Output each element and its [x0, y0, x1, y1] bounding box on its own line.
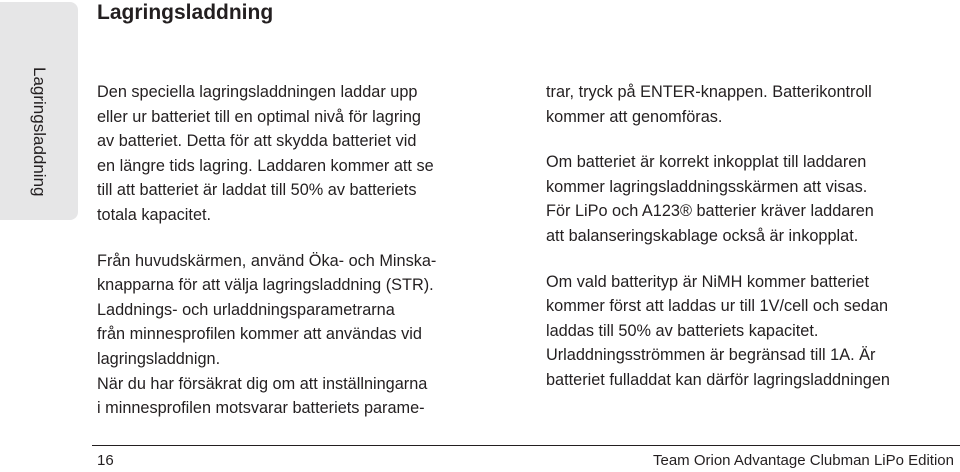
text-line: När du har försäkrat dig om att inställningarna	[97, 374, 428, 393]
footer-divider	[92, 445, 960, 446]
section-side-tab	[0, 2, 78, 220]
text-line: trar, tryck på ENTER-knappen. Batterikontroll	[546, 83, 872, 101]
text-line: Den speciella lagringsladdningen laddar upp	[97, 83, 418, 101]
text-line: kommer att genomföras.	[546, 107, 723, 126]
left-paragraph-1	[97, 80, 512, 228]
page-title: Lagringsladdning	[97, 1, 274, 24]
text-line: i minnesprofilen motsvarar batteriets parame-	[97, 399, 425, 418]
text-line: av batteriet. Detta för att skydda batteriet vid	[97, 132, 417, 151]
text-line: laddas till 50% av batteriets kapacitet.	[546, 321, 819, 340]
text-line: kommer först att laddas ur till 1V/cell och sedan	[546, 297, 889, 316]
left-paragraph-2	[97, 249, 512, 421]
text-line: eller ur batteriet till en optimal nivå för lagring	[97, 107, 421, 126]
page-number: 16	[97, 452, 114, 469]
text-line: knapparna för att välja lagringsladdning (STR).	[97, 276, 434, 295]
text-line: Om vald batterityp är NiMH kommer batteriet	[546, 272, 870, 291]
text-line: lagringsladdnign.	[97, 349, 221, 368]
right-paragraph-2	[546, 150, 960, 248]
text-line: till att batteriet är laddat till 50% av batteriets	[97, 181, 417, 200]
text-line: batteriet fulladdat kan därför lagringsladdningen	[546, 370, 890, 389]
right-paragraph-3	[546, 270, 960, 393]
text-line: Om batteriet är korrekt inkopplat till laddaren	[546, 153, 867, 172]
text-line: Från huvudskärmen, använd Öka- och Minska-	[97, 251, 437, 270]
text-line: För LiPo och A123® batterier kräver laddaren	[546, 202, 874, 221]
left-column	[97, 80, 512, 421]
text-line: en längre tids lagring. Laddaren kommer att se	[97, 156, 434, 175]
text-line: kommer lagringsladdningsskärmen att visas.	[546, 177, 868, 196]
text-line: Urladdningsströmmen är begränsad till 1A. Är	[546, 346, 876, 365]
right-paragraph-1	[546, 80, 960, 129]
text-line: Laddnings- och urladdningsparametrarna	[97, 300, 395, 319]
side-tab-label: Lagringsladdning	[30, 67, 49, 197]
edition-title: Team Orion Advantage Clubman LiPo Edition	[652, 452, 954, 469]
text-line: totala kapacitet.	[97, 205, 212, 224]
right-column	[546, 80, 960, 393]
text-line: att balanseringskablage också är inkopplat.	[546, 226, 859, 245]
text-line: från minnesprofilen kommer att användas vid	[97, 325, 422, 344]
